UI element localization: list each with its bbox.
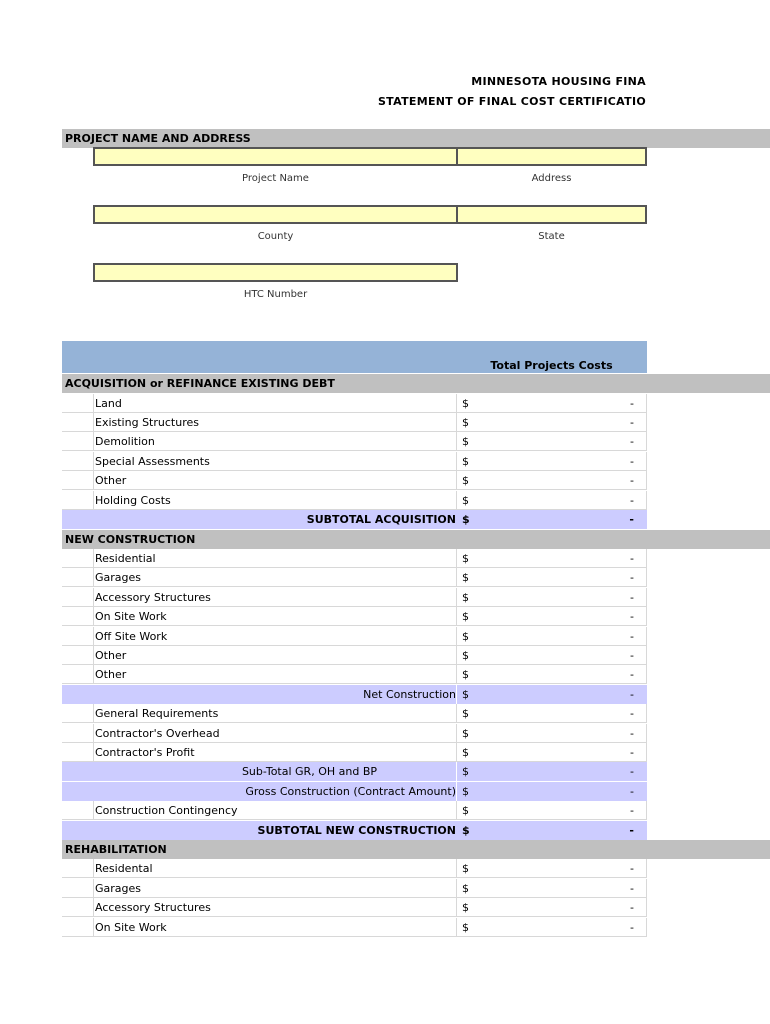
- subtotal-acquisition-value: -: [629, 513, 634, 526]
- currency-symbol: $: [462, 591, 469, 604]
- cost-label: Holding Costs: [95, 494, 171, 507]
- cost-row: [62, 646, 647, 665]
- cost-row: [62, 859, 647, 878]
- currency-symbol: $: [462, 785, 469, 798]
- htc-number-caption: HTC Number: [243, 289, 308, 300]
- cost-row: [62, 918, 647, 937]
- subtotal-new-construction-value: -: [629, 824, 634, 837]
- cost-value[interactable]: -: [630, 882, 634, 895]
- cost-row: [62, 452, 647, 471]
- subtotal-acquisition-label: SUBTOTAL ACQUISITION: [306, 513, 456, 526]
- cost-value[interactable]: -: [630, 649, 634, 662]
- cost-label: Existing Structures: [95, 416, 199, 429]
- state-field[interactable]: [456, 205, 647, 224]
- cost-row: [62, 879, 647, 898]
- cost-row: [62, 627, 647, 646]
- net-construction-value: -: [630, 688, 634, 701]
- cost-value[interactable]: -: [630, 610, 634, 623]
- currency-symbol: $: [462, 824, 470, 837]
- currency-symbol: $: [462, 668, 469, 681]
- net-construction-label: Net Construction: [363, 688, 456, 701]
- county-field[interactable]: [93, 205, 458, 224]
- cost-row: [62, 665, 647, 684]
- cost-row: [62, 413, 647, 432]
- cost-value[interactable]: -: [630, 552, 634, 565]
- cost-row: [62, 491, 647, 510]
- currency-symbol: $: [462, 921, 469, 934]
- cost-row: [62, 801, 647, 820]
- cost-label: Other: [95, 474, 127, 487]
- subtotal-gr-row: [62, 762, 647, 781]
- subtotal-gr-value: -: [630, 765, 634, 778]
- cost-label: Demolition: [95, 435, 155, 448]
- cost-row: [62, 704, 647, 723]
- cost-label: Garages: [95, 571, 142, 584]
- cost-label: Construction Contingency: [95, 804, 238, 817]
- gross-construction-value: -: [630, 785, 634, 798]
- address-field[interactable]: [456, 147, 647, 166]
- cost-row: [62, 471, 647, 490]
- project-section-label: PROJECT NAME AND ADDRESS: [65, 132, 251, 145]
- cost-label: Garages: [95, 882, 142, 895]
- cost-value[interactable]: -: [630, 862, 634, 875]
- form-title: MINNESOTA HOUSING FINA: [471, 75, 646, 88]
- cost-value[interactable]: -: [630, 630, 634, 643]
- currency-symbol: $: [462, 649, 469, 662]
- cost-label: Special Assessments: [95, 455, 210, 468]
- currency-symbol: $: [462, 397, 469, 410]
- currency-symbol: $: [462, 416, 469, 429]
- currency-symbol: $: [462, 435, 469, 448]
- cost-value[interactable]: -: [630, 435, 634, 448]
- cost-label: General Requirements: [95, 707, 219, 720]
- cost-label: Contractor's Profit: [95, 746, 195, 759]
- currency-symbol: $: [462, 882, 469, 895]
- cost-row: [62, 588, 647, 607]
- cost-label: Other: [95, 649, 127, 662]
- currency-symbol: $: [462, 455, 469, 468]
- net-construction-row: [62, 685, 647, 704]
- cost-row: [62, 607, 647, 626]
- cost-value[interactable]: -: [630, 921, 634, 934]
- subtotal-new-construction-row: [62, 821, 647, 840]
- cost-row: [62, 432, 647, 451]
- cost-value[interactable]: -: [630, 707, 634, 720]
- cost-row: [62, 898, 647, 917]
- cost-value[interactable]: -: [630, 474, 634, 487]
- subtotal-gr-label: Sub-Total GR, OH and BP: [241, 765, 377, 778]
- cost-row: [62, 743, 647, 762]
- project-name-field[interactable]: [93, 147, 458, 166]
- subtotal-acquisition-row: [62, 510, 647, 529]
- cost-row: [62, 394, 647, 413]
- cost-value[interactable]: -: [630, 668, 634, 681]
- cost-value[interactable]: -: [630, 804, 634, 817]
- rehabilitation-section-band: [62, 840, 770, 859]
- cost-value[interactable]: -: [630, 494, 634, 507]
- new-construction-section-label: NEW CONSTRUCTION: [65, 533, 196, 546]
- cost-value[interactable]: -: [630, 746, 634, 759]
- rehabilitation-section-label: REHABILITATION: [65, 843, 167, 856]
- cost-label: Off Site Work: [95, 630, 168, 643]
- currency-symbol: $: [462, 727, 469, 740]
- currency-symbol: $: [462, 630, 469, 643]
- form-subtitle: STATEMENT OF FINAL COST CERTIFICATIO: [377, 95, 646, 108]
- acquisition-section-label: ACQUISITION or REFINANCE EXISTING DEBT: [65, 377, 335, 390]
- cost-label: Accessory Structures: [95, 901, 211, 914]
- cost-row: [62, 568, 647, 587]
- htc-number-field[interactable]: [93, 263, 458, 282]
- currency-symbol: $: [462, 552, 469, 565]
- gross-construction-label: Gross Construction (Contract Amount): [245, 785, 456, 798]
- currency-symbol: $: [462, 862, 469, 875]
- county-caption: County: [257, 231, 294, 242]
- currency-symbol: $: [462, 474, 469, 487]
- currency-symbol: $: [462, 765, 469, 778]
- currency-symbol: $: [462, 707, 469, 720]
- currency-symbol: $: [462, 746, 469, 759]
- cost-label: Contractor's Overhead: [95, 727, 220, 740]
- cost-label: Other: [95, 668, 127, 681]
- gross-construction-row: [62, 782, 647, 801]
- cost-label: Accessory Structures: [95, 591, 211, 604]
- state-caption: State: [538, 231, 565, 242]
- total-project-costs-header: Total Projects Costs: [490, 359, 613, 372]
- cost-value[interactable]: -: [630, 397, 634, 410]
- cost-label: Land: [95, 397, 122, 410]
- cost-label: Residental: [95, 862, 153, 875]
- cost-value[interactable]: -: [630, 901, 634, 914]
- cost-value[interactable]: -: [630, 416, 634, 429]
- currency-symbol: $: [462, 513, 470, 526]
- cost-value[interactable]: -: [630, 727, 634, 740]
- cost-value[interactable]: -: [630, 591, 634, 604]
- address-caption: Address: [531, 173, 572, 184]
- project-name-caption: Project Name: [242, 173, 309, 184]
- currency-symbol: $: [462, 610, 469, 623]
- currency-symbol: $: [462, 688, 469, 701]
- subtotal-new-construction-label: SUBTOTAL NEW CONSTRUCTION: [257, 824, 456, 837]
- cost-label: Residential: [95, 552, 156, 565]
- currency-symbol: $: [462, 804, 469, 817]
- cost-value[interactable]: -: [630, 455, 634, 468]
- currency-symbol: $: [462, 571, 469, 584]
- cost-label: On Site Work: [95, 921, 167, 934]
- currency-symbol: $: [462, 901, 469, 914]
- cost-value[interactable]: -: [630, 571, 634, 584]
- cost-row: [62, 724, 647, 743]
- cost-label: On Site Work: [95, 610, 167, 623]
- cost-row: [62, 549, 647, 568]
- currency-symbol: $: [462, 494, 469, 507]
